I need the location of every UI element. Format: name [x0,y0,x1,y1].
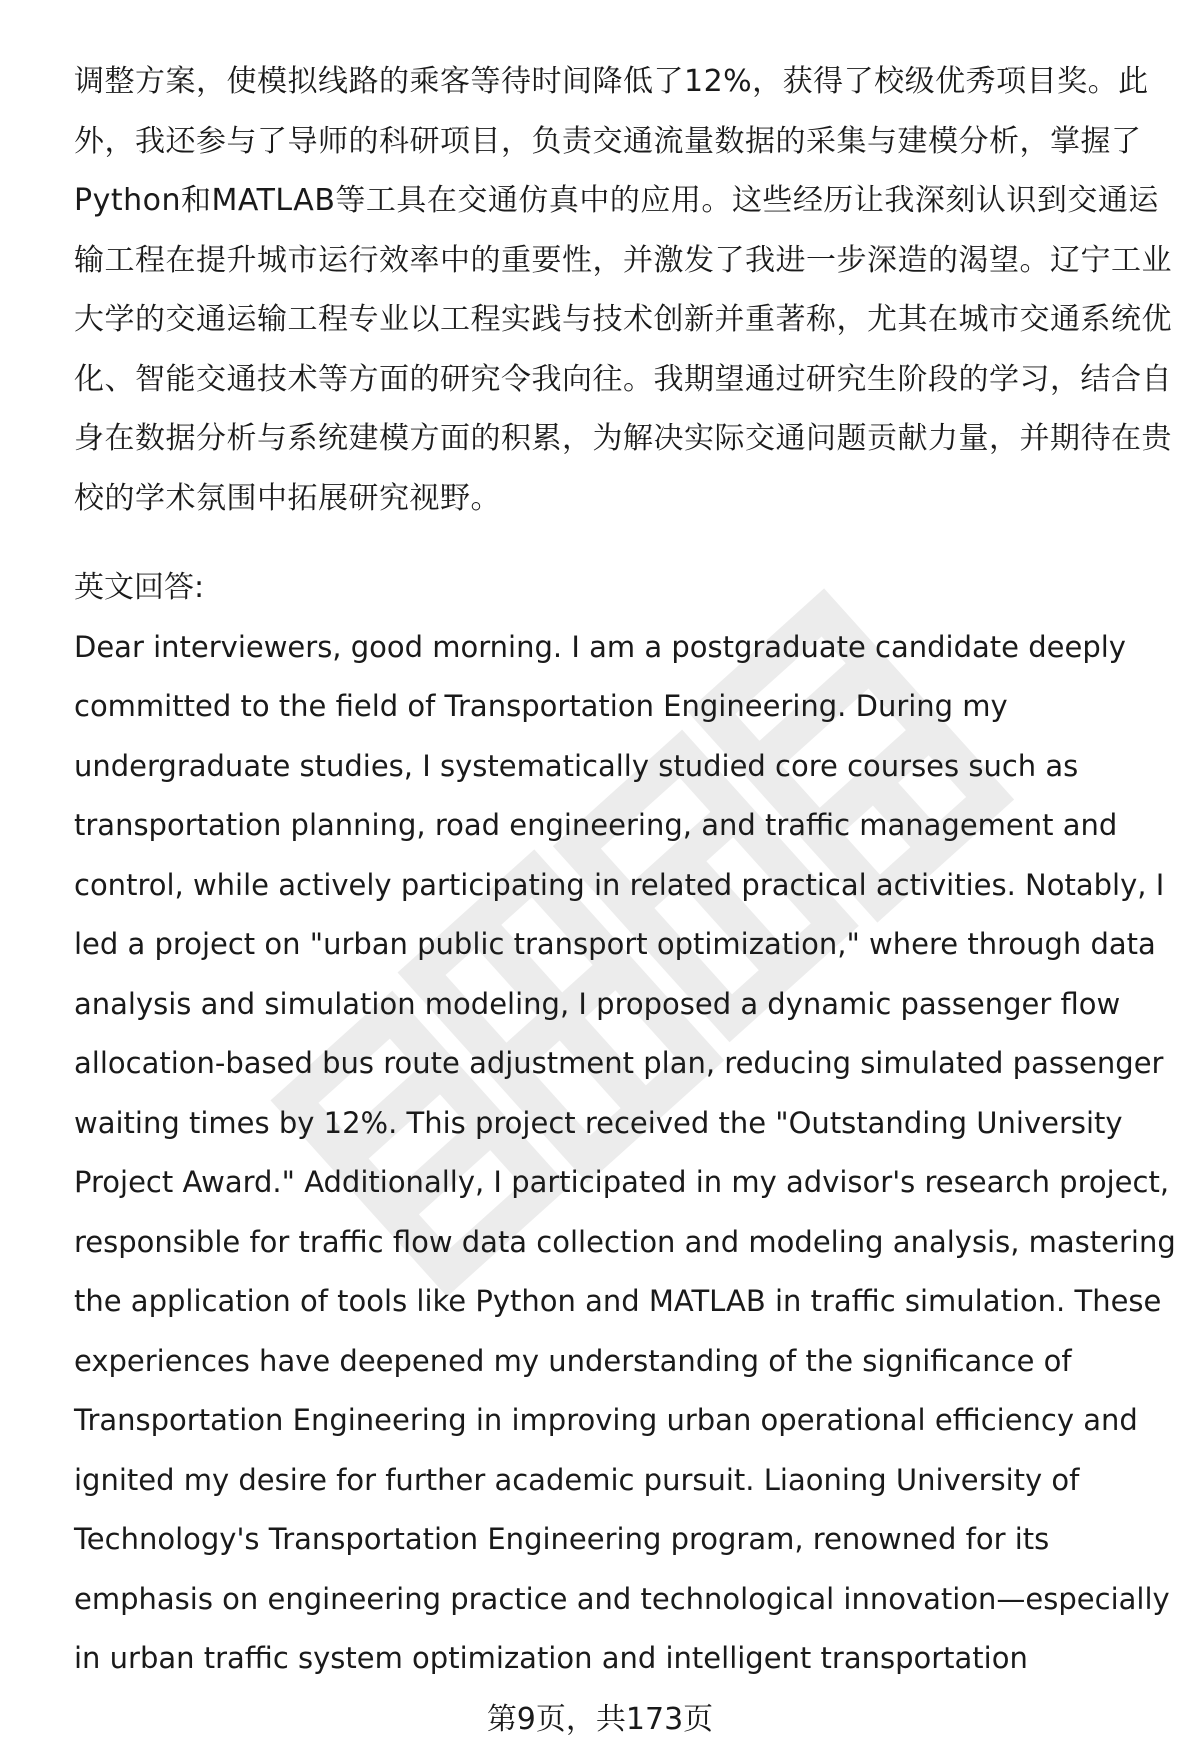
chinese-line: 校的学术氛围中拓展研究视野。 [74,480,501,516]
english-line: analysis and simulation modeling, I proposed a dynamic passenger flow [74,986,1121,1021]
english-line: Technology's Transportation Engineering program, renowned for its [74,1522,1050,1556]
english-line: Project Award." Additionally, I participated in my advisor's research project, [74,1165,1170,1199]
english-line: responsible for traffic flow data collection and modeling analysis, mastering [74,1224,1176,1259]
chinese-line: Python和MATLAB等工具在交通仿真中的应用。这些经历让我深刻认识到交通运 [74,183,1159,218]
english-line: control, while actively participating in related practical activities. Notably, I [74,867,1165,902]
english-answer-label: 英文回答: [74,570,205,605]
english-line: emphasis on engineering practice and technological innovation—especially [74,1581,1170,1616]
english-line: undergraduate studies, I systematically studied core courses such as [74,748,1079,783]
chinese-line: 外，我还参与了导师的科研项目，负责交通流量数据的采集与建模分析，掌握了 [74,123,1142,159]
chinese-line: 身在数据分析与系统建模方面的积累，为解决实际交通问题贡献力量，并期待在贵 [74,421,1172,456]
chinese-line: 调整方案，使模拟线路的乘客等待时间降低了12%，获得了校级优秀项目奖。此 [74,64,1149,99]
english-line: waiting times by 12%. This project received the "Outstanding University [74,1105,1123,1140]
english-line: ignited my desire for further academic pursuit. Liaoning University of [74,1462,1080,1497]
english-line: committed to the field of Transportation Engineering. During my [74,689,1008,723]
english-line: the application of tools like Python and MATLAB in traffic simulation. These [74,1284,1162,1318]
chinese-paragraph [74,52,1172,528]
english-line: Dear interviewers, good morning. I am a postgraduate candidate deeply [74,629,1126,664]
chinese-line: 大学的交通运输工程专业以工程实践与技术创新并重著称，尤其在城市交通系统优 [74,302,1172,337]
english-line: allocation-based bus route adjustment plan, reducing simulated passenger [74,1046,1164,1080]
page-footer: 第9页，共173页 [486,1702,714,1737]
document-body [74,52,1176,1689]
english-paragraph [74,618,1176,1689]
english-line: led a project on "urban public transport optimization," where through data [74,927,1156,961]
english-line: Transportation Engineering in improving urban operational efficiency and [74,1403,1138,1437]
chinese-line: 化、智能交通技术等方面的研究令我向往。我期望通过研究生阶段的学习，结合自 [74,361,1172,397]
english-line: experiences have deepened my understanding of the significance of [74,1343,1072,1378]
english-line: in urban traffic system optimization and intelligent transportation [74,1641,1028,1675]
english-line: transportation planning, road engineering, and traffic management and [74,808,1118,842]
chinese-line: 输工程在提升城市运行效率中的重要性，并激发了我进一步深造的渴望。辽宁工业 [74,242,1172,278]
